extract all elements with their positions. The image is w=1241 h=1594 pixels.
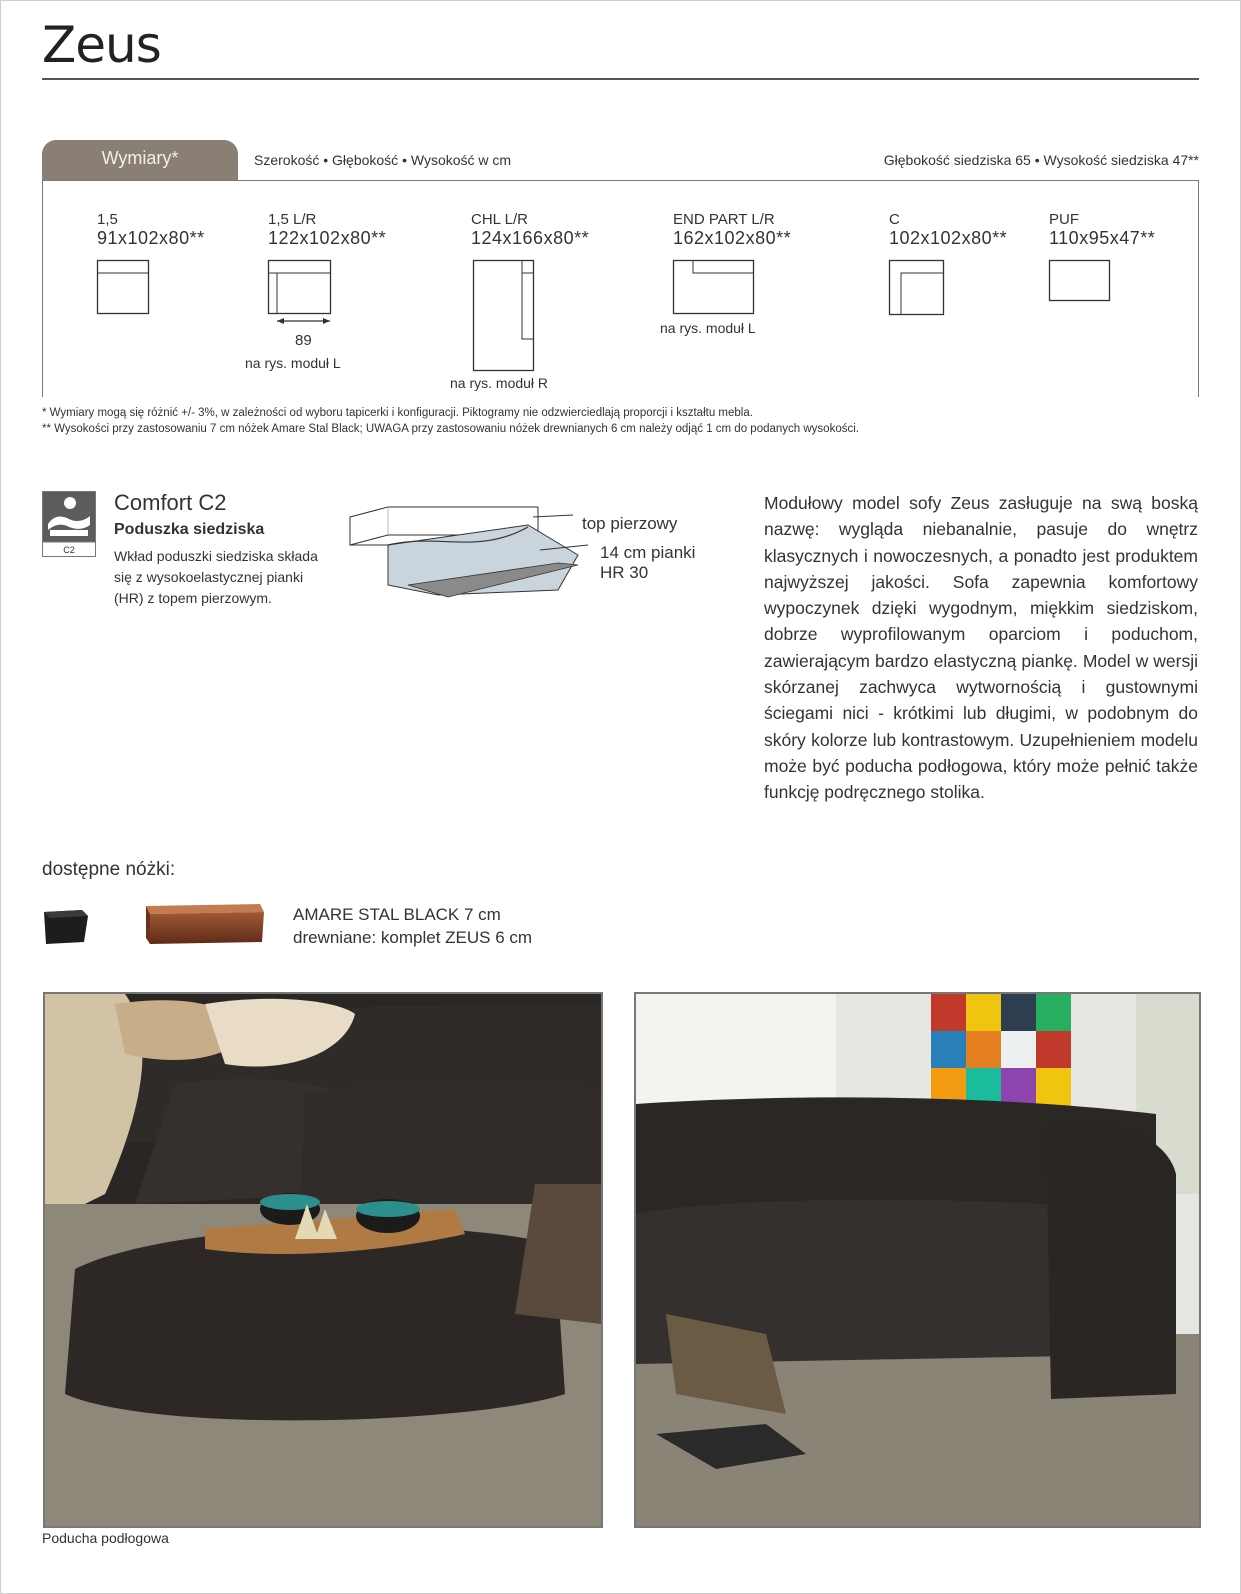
- module-chl-lr: [471, 212, 589, 248]
- cushion-label-foam-1: 14 cm pianki: [600, 543, 696, 562]
- leg-option-1: AMARE STAL BLACK 7 cm: [293, 905, 501, 924]
- title-rule: [42, 78, 1199, 80]
- module-size: 110x95x47**: [1049, 228, 1156, 248]
- module-size: 91x102x80**: [97, 228, 205, 248]
- photo-sofa-armrest: [634, 992, 1201, 1528]
- module-1-5-lr-pictogram: [268, 260, 332, 324]
- module-end-part: [673, 212, 791, 248]
- product-description: Modułowy model sofy Zeus zasługuje na swą boską nazwę: wygląda niebanalnie, pasuje do wnętrz klasycznych i nowoczesnych, a ponadto jest produktem najwyższej jakości. Sofa zapewnia komfortowy wypoczynek dzięki wygodnym, miękkim siedziskom, dobrze wyprofilowanym oparciom i poduchom, zawierającym bardzo elastyczną piankę. Model w wersji skórzanej zachwyca wytwornością i gustownymi ściegami nici - krótkimi lub długimi, w podobnym do skóry kolorze lub kontrastowym. Uzupełnieniem modelu może być poducha podłogowa, który może pełnić także funkcję podręcznego stolika.: [764, 493, 1198, 803]
- module-size: 102x102x80**: [889, 228, 1008, 248]
- module-name: END PART L/R: [673, 211, 775, 228]
- dimensions-header-right: Głębokość siedziska 65 • Wysokość siedziska 47**: [883, 152, 1199, 168]
- module-size: 124x166x80**: [471, 228, 590, 248]
- module-puf: [1049, 212, 1155, 248]
- dimensions-header-left: Szerokość • Głębokość • Wysokość w cm: [254, 152, 512, 168]
- module-c: [889, 212, 1007, 248]
- cushion-cross-section: [348, 505, 578, 605]
- module-end-part-pictogram: [673, 260, 755, 314]
- module-name: 1,5: [97, 211, 118, 228]
- module-1-5: [97, 212, 205, 248]
- cushion-label-foam-2: HR 30: [600, 563, 649, 582]
- comfort-icon-label: C2: [63, 545, 75, 555]
- module-1-5-pictogram: [97, 260, 149, 314]
- comfort-title: Comfort C2: [114, 490, 227, 515]
- page-title: Zeus: [42, 16, 161, 74]
- module-name: 1,5 L/R: [268, 211, 317, 228]
- leg-wooden-icon: [142, 902, 268, 950]
- module-name: CHL L/R: [471, 211, 528, 228]
- module-1-5-lr-measure: 89: [295, 332, 312, 349]
- footnote-2: ** Wysokości przy zastosowaniu 7 cm nóżek Amare Stal Black; UWAGA przy zastosowaniu nóżek drewnianych 6 cm należy odjąć 1 cm do podanych wysokości.: [42, 423, 859, 435]
- module-size: 122x102x80**: [268, 228, 387, 248]
- dimensions-box: [42, 180, 1199, 397]
- module-size: 162x102x80**: [673, 228, 792, 248]
- comfort-description: Wkład poduszki siedziska składa się z wysokoelastycznej pianki (HR) z topem pierzowym.: [114, 548, 318, 606]
- leg-metal-black-icon: [42, 906, 90, 946]
- dimensions-tab: Wymiary*: [42, 140, 238, 180]
- module-name: C: [889, 211, 900, 228]
- module-c-pictogram: [889, 260, 945, 316]
- module-chl-lr-pictogram: [473, 260, 535, 372]
- module-chl-lr-note: na rys. moduł R: [450, 375, 549, 391]
- comfort-subtitle: Poduszka siedziska: [114, 521, 265, 538]
- module-puf-pictogram: [1049, 260, 1111, 302]
- footnote-1: * Wymiary mogą się różnić +/- 3%, w zależności od wyboru tapicerki i konfiguracji. Piktogramy nie odzwierciedlają proporcji i kształtu mebla.: [42, 407, 753, 419]
- leg-option-2: drewniane: komplet ZEUS 6 cm: [293, 928, 533, 947]
- legs-options: [293, 903, 532, 949]
- photo-floor-cushion: [43, 992, 603, 1528]
- module-name: PUF: [1049, 211, 1079, 228]
- module-1-5-lr-note: na rys. moduł L: [245, 355, 341, 371]
- comfort-c2-icon: [42, 491, 96, 557]
- module-1-5-lr: [268, 212, 386, 248]
- legs-title: dostępne nóżki:: [42, 859, 176, 880]
- cushion-label-top: top pierzowy: [582, 514, 678, 533]
- photo-caption: Poducha podłogowa: [42, 1530, 169, 1546]
- module-end-part-note: na rys. moduł L: [660, 320, 756, 336]
